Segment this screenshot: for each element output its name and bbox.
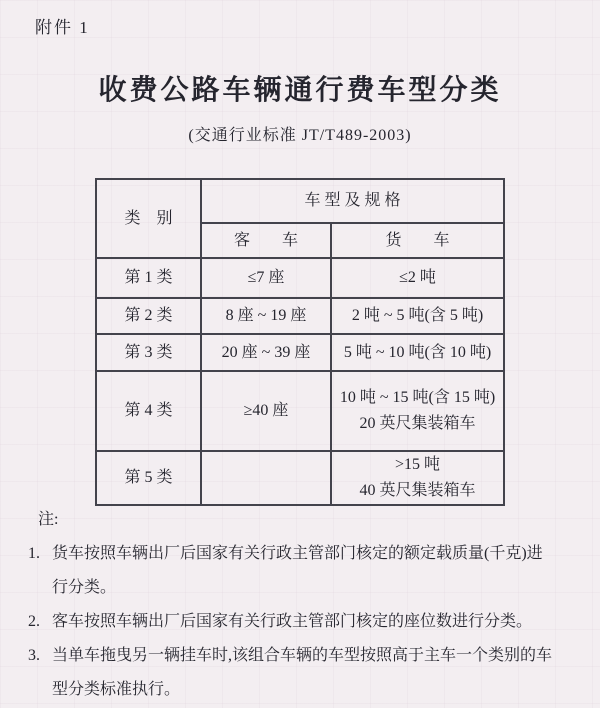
page-subtitle: (交通行业标准 JT/T489-2003) bbox=[188, 127, 412, 144]
note-number: 3. bbox=[28, 647, 40, 664]
table-row bbox=[96, 334, 504, 371]
freight-line-2: 20 英尺集装箱车 bbox=[359, 415, 476, 432]
freight-cell bbox=[331, 371, 504, 451]
note-text: 货车按照车辆出厂后国家有关行政主管部门核定的额定载质量(千克)进行分类。 bbox=[52, 545, 543, 596]
note-number: 1. bbox=[28, 545, 40, 562]
freight-line-1: >15 吨 bbox=[394, 456, 441, 473]
freight-cell: 2 吨 ~ 5 吨(含 5 吨) bbox=[331, 298, 504, 334]
passenger-cell: ≥40 座 bbox=[201, 371, 331, 451]
category-cell: 第 5 类 bbox=[96, 451, 201, 505]
vehicle-classification-table bbox=[95, 178, 505, 506]
attachment-label: 附件 1 bbox=[35, 18, 90, 37]
freight-cell: ≤2 吨 bbox=[331, 258, 504, 298]
passenger-cell: 20 座 ~ 39 座 bbox=[201, 334, 331, 371]
table-row bbox=[96, 298, 504, 334]
freight-line-2: 40 英尺集装箱车 bbox=[359, 482, 476, 499]
note-item bbox=[28, 605, 584, 639]
header-freight: 货 车 bbox=[331, 223, 504, 258]
note-item bbox=[28, 537, 584, 605]
category-cell: 第 2 类 bbox=[96, 298, 201, 334]
category-cell: 第 1 类 bbox=[96, 258, 201, 298]
note-text: 当单车拖曳另一辆挂车时,该组合车辆的车型按照高于主车一个类别的车型分类标准执行。 bbox=[52, 647, 553, 698]
page-title: 收费公路车辆通行费车型分类 bbox=[98, 75, 502, 106]
table-row bbox=[96, 451, 504, 505]
table-header-row-1 bbox=[96, 179, 504, 223]
notes-section bbox=[28, 503, 584, 707]
category-cell: 第 3 类 bbox=[96, 334, 201, 371]
header-passenger: 客 车 bbox=[201, 223, 331, 258]
freight-cell bbox=[331, 451, 504, 505]
passenger-cell: ≤7 座 bbox=[201, 258, 331, 298]
note-text: 客车按照车辆出厂后国家有关行政主管部门核定的座位数进行分类。 bbox=[52, 613, 533, 630]
table-row bbox=[96, 258, 504, 298]
passenger-cell bbox=[201, 451, 331, 505]
header-spec-group: 车 型 及 规 格 bbox=[201, 179, 504, 223]
note-number: 2. bbox=[28, 613, 40, 630]
passenger-cell: 8 座 ~ 19 座 bbox=[201, 298, 331, 334]
note-item bbox=[28, 639, 584, 707]
category-cell: 第 4 类 bbox=[96, 371, 201, 451]
table-row bbox=[96, 371, 504, 451]
header-category: 类 别 bbox=[96, 179, 201, 258]
notes-label: 注: bbox=[38, 511, 59, 528]
freight-line-1: 10 吨 ~ 15 吨(含 15 吨) bbox=[339, 389, 496, 406]
freight-cell: 5 吨 ~ 10 吨(含 10 吨) bbox=[331, 334, 504, 371]
